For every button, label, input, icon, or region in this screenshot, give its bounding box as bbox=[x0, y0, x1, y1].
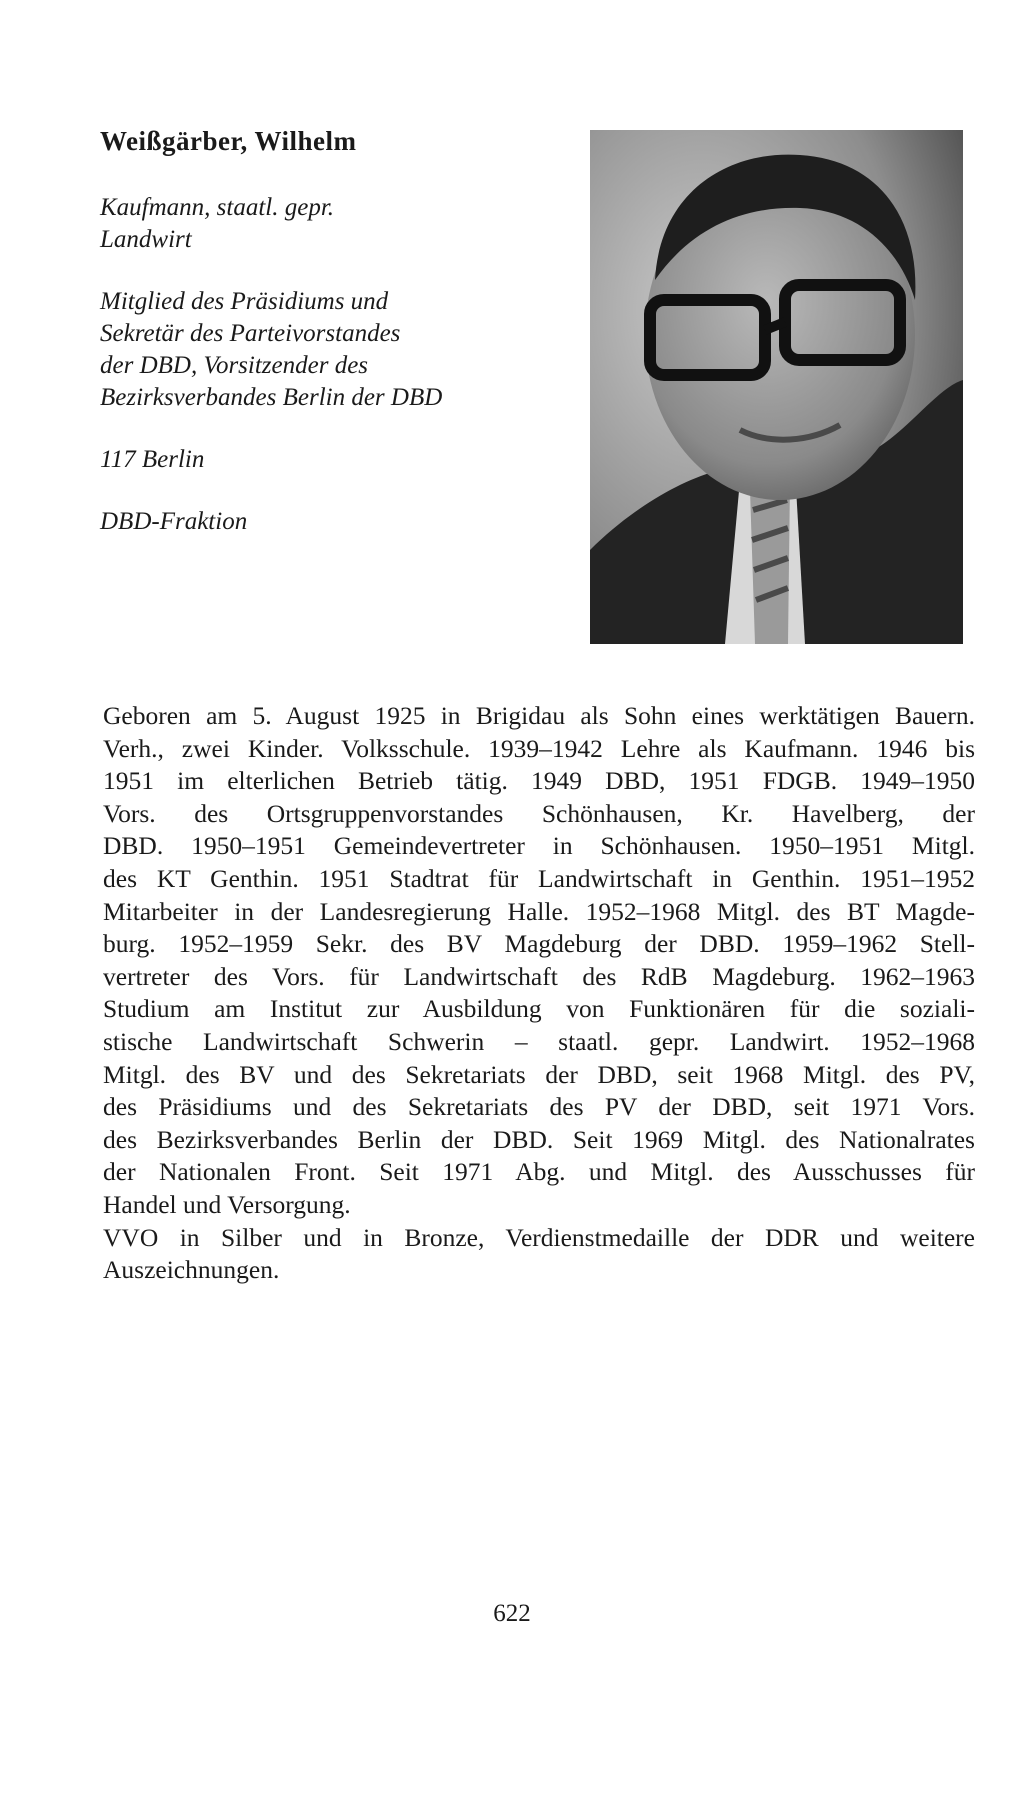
biography-line: vertreter des Vors. für Landwirtschaft des RdB Magdeburg. 1962–1963 bbox=[103, 961, 975, 991]
biography bbox=[103, 700, 975, 1287]
profession bbox=[100, 192, 570, 256]
biography-line: des Präsidiums und des Sekretariats des PV der DBD, seit 1971 Vors. bbox=[103, 1092, 975, 1122]
biography-line: Vors. des Ortsgruppenvorstandes Schönhausen, Kr. Havelberg, der bbox=[103, 798, 975, 828]
function-line: der DBD, Vorsitzender des bbox=[100, 352, 369, 379]
biography-line: VVO in Silber und in Bronze, Verdienstmedaille der DDR und weitere bbox=[103, 1222, 975, 1252]
page-number: 622 bbox=[493, 1600, 531, 1627]
entry-name: Weißgärber, Wilhelm bbox=[100, 126, 357, 156]
biography-line: Auszeichnungen. bbox=[103, 1255, 280, 1285]
faction: DBD-Fraktion bbox=[100, 508, 248, 535]
biography-line: 1951 im elterlichen Betrieb tätig. 1949 DBD, 1951 FDGB. 1949–1950 bbox=[103, 766, 975, 796]
portrait-illustration bbox=[590, 130, 963, 644]
biography-line: burg. 1952–1959 Sekr. des BV Magdeburg der DBD. 1959–1962 Stell- bbox=[103, 929, 975, 959]
biography-line: Mitarbeiter in der Landesregierung Halle. 1952–1968 Mitgl. des BT Magde- bbox=[103, 896, 975, 926]
biography-line: der Nationalen Front. Seit 1971 Abg. und Mitgl. des Ausschusses für bbox=[103, 1157, 975, 1187]
biography-line: des KT Genthin. 1951 Stadtrat für Landwirtschaft in Genthin. 1951–1952 bbox=[103, 863, 975, 893]
biography-line: stische Landwirtschaft Schwerin – staatl. gepr. Landwirt. 1952–1968 bbox=[103, 1026, 975, 1056]
portrait-photo bbox=[590, 130, 963, 644]
function-line: Bezirksverbandes Berlin der DBD bbox=[100, 384, 443, 411]
location: 117 Berlin bbox=[100, 446, 205, 473]
entry-meta bbox=[100, 192, 570, 568]
biography-line: Handel und Versorgung. bbox=[103, 1189, 351, 1219]
biography-line: Mitgl. des BV und des Sekretariats der DBD, seit 1968 Mitgl. des PV, bbox=[103, 1059, 975, 1089]
function-line: Mitglied des Präsidiums und bbox=[100, 288, 389, 315]
functions bbox=[100, 286, 570, 414]
biography-line: DBD. 1950–1951 Gemeindevertreter in Schönhausen. 1950–1951 Mitgl. bbox=[103, 831, 975, 861]
profession-line: Landwirt bbox=[100, 226, 192, 253]
function-line: Sekretär des Parteivorstandes bbox=[100, 320, 401, 347]
biography-line: Verh., zwei Kinder. Volksschule. 1939–1942 Lehre als Kaufmann. 1946 bis bbox=[103, 733, 975, 763]
biography-line: Geboren am 5. August 1925 in Brigidau als Sohn eines werktätigen Bauern. bbox=[103, 701, 975, 730]
biography-line: Studium am Institut zur Ausbildung von Funktionären für die soziali- bbox=[103, 994, 975, 1024]
biography-line: des Bezirksverbandes Berlin der DBD. Seit 1969 Mitgl. des Nationalrates bbox=[103, 1124, 975, 1154]
profession-line: Kaufmann, staatl. gepr. bbox=[100, 194, 335, 221]
